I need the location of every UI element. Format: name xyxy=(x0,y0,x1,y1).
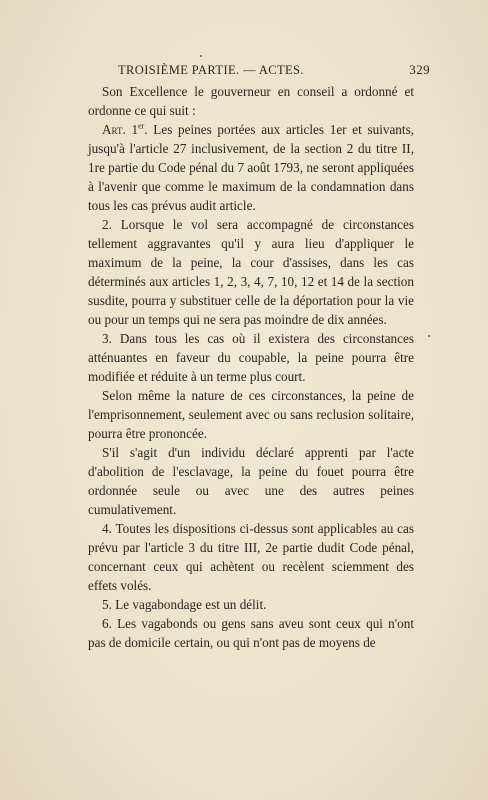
page-number: 329 xyxy=(409,62,430,77)
article-label: Art. xyxy=(102,122,126,137)
paragraph-circumstances: Selon même la nature de ces circonstances, la peine de l'emprisonnement, seulement avec ou sans reclusion solitaire, pourra être prononcée. xyxy=(88,388,414,441)
paragraph-article-4: 4. Toutes les dispositions ci-dessus sont applicables au cas prévu par l'article 3 du titre III, 2e partie dudit Code pénal, concernant ceux qui achètent ou recèlent sciemment des effets volés. xyxy=(88,521,414,593)
running-title: TROISIÈME PARTIE. — ACTES. xyxy=(118,63,304,77)
paper-speck xyxy=(200,55,202,57)
running-header xyxy=(118,62,430,78)
paragraph-article-3: 3. Dans tous les cas où il existera des circonstances atténuantes en faveur du coupable, la peine pourra être modifiée et réduite à un terme plus court. xyxy=(88,331,414,384)
paper-speck xyxy=(428,335,430,337)
paragraph-article-2: 2. Lorsque le vol sera accompagné de circonstances tellement aggravantes qu'il y aura lieu d'appliquer le maximum de la peine, la cour d'assises, dans les cas déterminés aux articles 1, 2, 3, 4, 7, 10, 12 et 14 de la section susdite, pourra y substituer celle de la déportation pour la vie ou pour un temps qui ne sera pas moindre de dix années. xyxy=(88,217,414,327)
paragraph-article-6: 6. Les vagabonds ou gens sans aveu sont ceux qui n'ont pas de domicile certain, ou qui n'ont pas de moyens de xyxy=(88,616,414,650)
paragraph-article-5: 5. Le vagabondage est un délit. xyxy=(102,597,267,612)
paragraph-intro: Son Excellence le gouverneur en conseil a ordonné et ordonne ce qui suit : xyxy=(88,84,414,118)
paragraph-apprentice: S'il s'agit d'un individu déclaré apprenti par l'acte d'abolition de l'esclavage, la peine du fouet pourra être ordonnée seule ou avec une des autres peines cumulativement. xyxy=(88,445,414,517)
paragraph-article-1: Art. 1er. Les peines portées aux articles 1er et suivants, jusqu'à l'article 27 inclusivement, de la section 2 du titre II, 1re partie du Code pénal du 7 août 1793, ne seront appliquées à l'avenir que comme le maximum de la condamnation dans tous les cas prévus audit article. xyxy=(88,121,414,213)
page-body xyxy=(88,82,414,652)
